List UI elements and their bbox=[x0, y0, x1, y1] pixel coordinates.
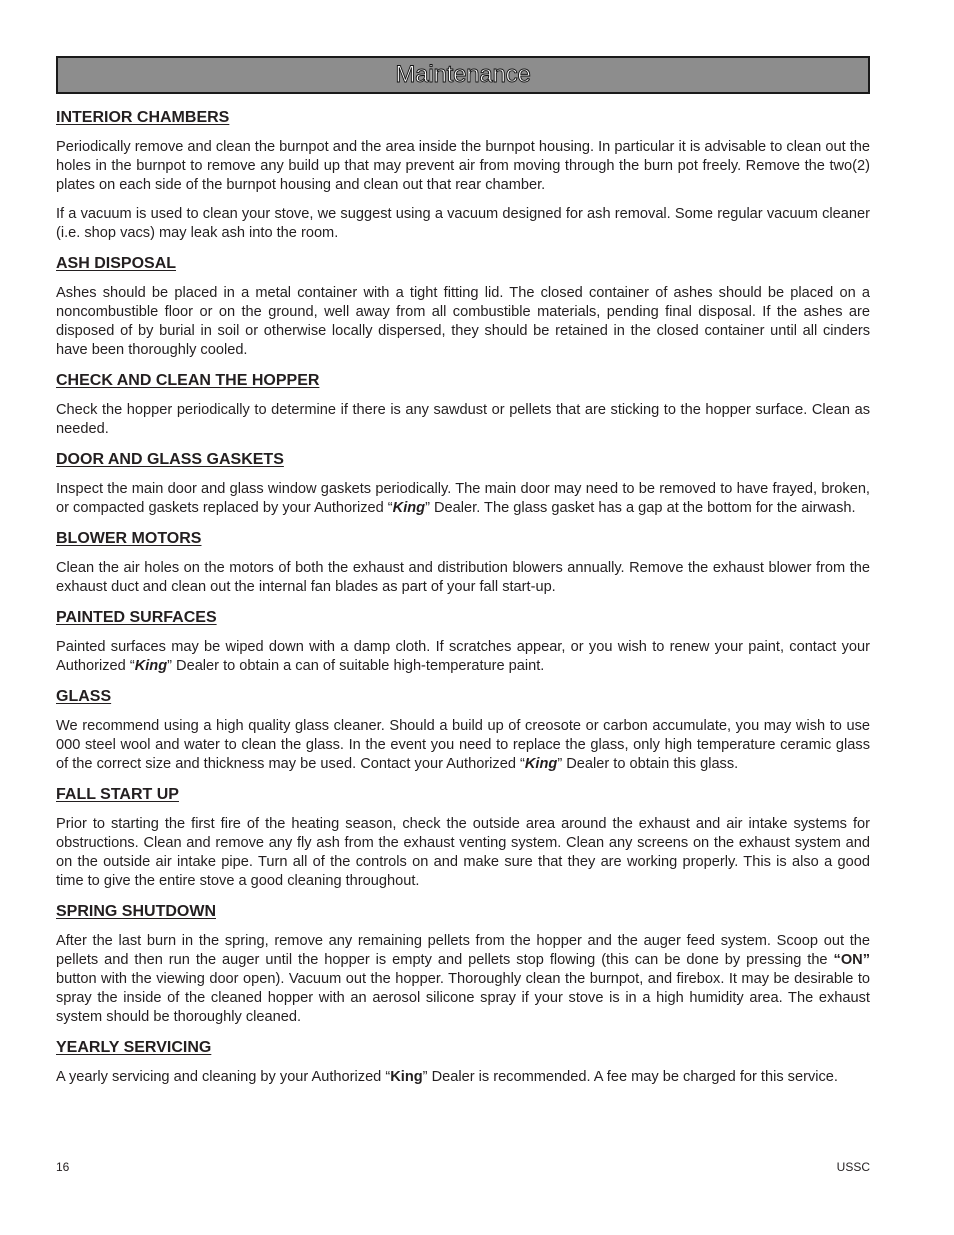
paragraph-text: ” Dealer to obtain a can of suitable high-temperature paint. bbox=[167, 658, 545, 674]
paragraph: Ashes should be placed in a metal container with a tight fitting lid. The closed container of ashes should be placed on a noncombustible floor or on the ground, well away from all combustible materials, pending final disposal. If the ashes are disposed of by burial in soil or otherwise locally dispersed, they should be retained in the closed container until all cinders have been thoroughly cooled. bbox=[56, 285, 870, 358]
section-spring-shutdown bbox=[56, 902, 870, 1027]
section-check-hopper bbox=[56, 371, 870, 439]
publisher-label: USSC bbox=[836, 1160, 870, 1174]
section-ash-disposal bbox=[56, 254, 870, 360]
section-heading: ASH DISPOSAL bbox=[56, 255, 177, 272]
section-interior-chambers bbox=[56, 108, 870, 243]
section-heading: FALL START UP bbox=[56, 786, 179, 803]
page-title-banner bbox=[56, 56, 870, 94]
document-body bbox=[56, 108, 870, 1098]
paragraph-text: A yearly servicing and cleaning by your Authorized “ bbox=[56, 1069, 391, 1085]
brand-name: King bbox=[390, 1069, 423, 1085]
paragraph-text: ” Dealer. The glass gasket has a gap at the bottom for the airwash. bbox=[425, 500, 856, 516]
paragraph bbox=[56, 1068, 870, 1087]
paragraph bbox=[56, 717, 870, 774]
section-yearly-servicing bbox=[56, 1038, 870, 1087]
paragraph-text: Inspect the main door and glass window gaskets periodically. The main door may need to be removed to have frayed, broken, or compacted gaskets replaced by your Authorized “ bbox=[56, 481, 870, 516]
paragraph-text: ” Dealer to obtain this glass. bbox=[557, 756, 739, 772]
page-title: Maintenance bbox=[395, 61, 531, 88]
paragraph: Check the hopper periodically to determine if there is any sawdust or pellets that are sticking to the hopper surface. Clean as needed. bbox=[56, 402, 870, 437]
paragraph bbox=[56, 932, 870, 1027]
paragraph-text: After the last burn in the spring, remove any remaining pellets from the hopper and the auger feed system. Scoop out the pellets and then run the auger until the hopper is empty and pellets stop flowing (this can be done by pressing the bbox=[56, 933, 870, 968]
paragraph-text: ” Dealer is recommended. A fee may be charged for this service. bbox=[422, 1069, 838, 1085]
section-heading: DOOR AND GLASS GASKETS bbox=[56, 451, 284, 468]
section-heading: YEARLY SERVICING bbox=[56, 1039, 212, 1056]
paragraph-text: We recommend using a high quality glass cleaner. Should a build up of creosote or carbon accumulate, you may wish to use 000 steel wool and water to clean the glass. In the event you need to replace the glass, only high temperature ceramic glass of the correct size and thickness may be used. Contact your Authorized “ bbox=[56, 718, 870, 772]
paragraph: Periodically remove and clean the burnpot and the area inside the burnpot housing. In particular it is advisable to clean out the holes in the burnpot to remove any build up that may prevent air from moving through the burn pot freely. Remove the two(2) plates on each side of the burnpot housing and clean out that rear chamber. bbox=[56, 139, 870, 193]
brand-name: King bbox=[392, 500, 426, 516]
section-painted-surfaces bbox=[56, 608, 870, 676]
section-fall-start-up bbox=[56, 785, 870, 891]
paragraph bbox=[56, 638, 870, 676]
section-glass bbox=[56, 687, 870, 774]
section-heading: CHECK AND CLEAN THE HOPPER bbox=[56, 372, 320, 389]
section-heading: PAINTED SURFACES bbox=[56, 609, 217, 626]
page-number: 16 bbox=[56, 1160, 70, 1174]
section-blower-motors bbox=[56, 529, 870, 597]
on-button-label: “ON” bbox=[833, 952, 870, 968]
section-heading: SPRING SHUTDOWN bbox=[56, 903, 216, 920]
paragraph: Clean the air holes on the motors of both the exhaust and distribution blowers annually. Remove the exhaust blower from the exhaust duct and clean out the internal fan blades as part of your fall start-up. bbox=[56, 560, 870, 595]
paragraph: If a vacuum is used to clean your stove, we suggest using a vacuum designed for ash removal. Some regular vacuum cleaner (i.e. shop vacs) may leak ash into the room. bbox=[56, 206, 870, 241]
brand-name: King bbox=[134, 658, 168, 674]
paragraph-text: button with the viewing door open). Vacuum out the hopper. Thoroughly clean the burnpot, and firebox. It may be desirable to spray the inside of the cleaned hopper with an aerosol silicone spray if your stove is in a high humidity area. The exhaust system should be thoroughly cleaned. bbox=[56, 971, 870, 1025]
section-heading: GLASS bbox=[56, 688, 112, 705]
section-door-glass-gaskets bbox=[56, 450, 870, 518]
paragraph bbox=[56, 480, 870, 518]
brand-name: King bbox=[524, 756, 558, 772]
section-heading: INTERIOR CHAMBERS bbox=[56, 109, 230, 126]
paragraph: Prior to starting the first fire of the heating season, check the outside area around the exhaust and air intake systems for obstructions. Clean and remove any fly ash from the exhaust venting system. Clean any screens on the exhaust system and on the outside air intake pipe. Turn all of the controls on and make sure that they are working properly. This is also a good time to give the entire stove a good cleaning throughout. bbox=[56, 816, 870, 889]
section-heading: BLOWER MOTORS bbox=[56, 530, 202, 547]
paragraph-text: Painted surfaces may be wiped down with a damp cloth. If scratches appear, or you wish to renew your paint, contact your Authorized “ bbox=[56, 639, 870, 674]
